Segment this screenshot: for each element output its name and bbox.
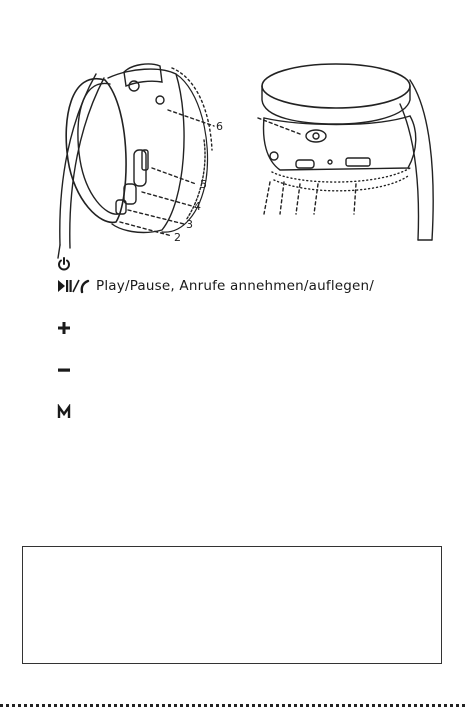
- legend-text-play-pause: Play/Pause, Anrufe annehmen/auflegen/: [96, 278, 375, 294]
- legend-row-play-pause: [56, 278, 374, 294]
- footer-rule: [0, 704, 466, 707]
- callout-3: 3: [186, 218, 193, 231]
- power-icon: [56, 256, 72, 272]
- legend-row-mode: [56, 404, 76, 420]
- plus-icon: [56, 320, 72, 336]
- callout-6: 6: [216, 120, 223, 133]
- play-pause-call-icon: [56, 278, 92, 294]
- legend-row-power: [56, 256, 76, 272]
- minus-icon: [56, 362, 72, 378]
- callout-2: 2: [174, 231, 181, 244]
- legend-row-minus: [56, 362, 76, 378]
- callout-5: 5: [200, 178, 207, 191]
- note-box: [22, 546, 442, 664]
- callout-4: 4: [194, 200, 201, 213]
- mode-m-icon: [56, 404, 72, 420]
- headphone-diagram: [0, 0, 466, 260]
- legend-row-plus: [56, 320, 76, 336]
